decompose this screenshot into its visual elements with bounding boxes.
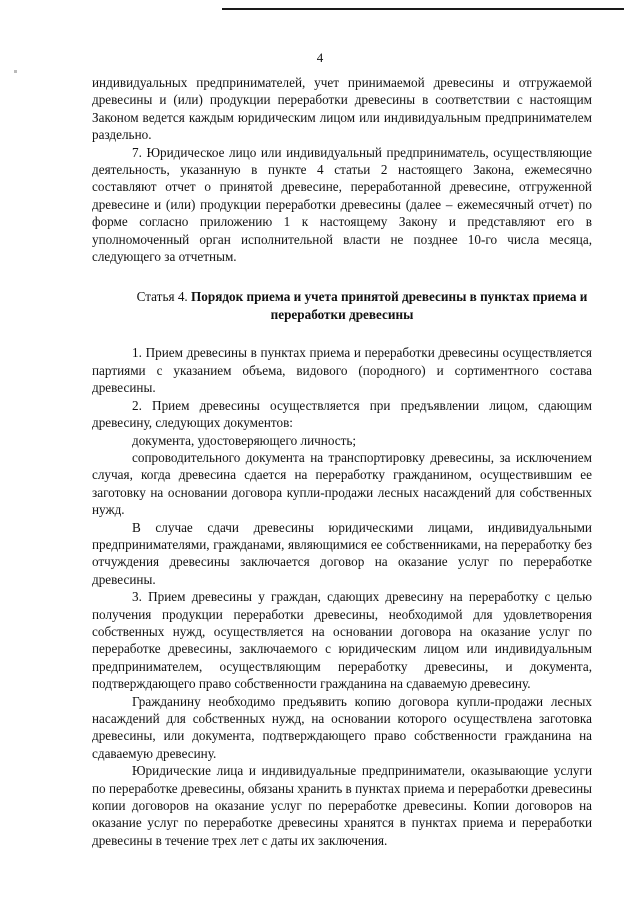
paragraph-item-2: 2. Прием древесины осуществляется при предъявлении лицом, сдающим древесину, следующих документов: <box>92 397 592 431</box>
paragraph-body: В случае сдачи древесины юридическими лицами, индивидуальными предпринимателями, гражданами, являющимися ее собственниками, на переработку без отчуждения древесины заключается договор на оказание услуг по переработке древесины. <box>92 519 592 587</box>
paragraph-list-entry: документа, удостоверяющего личность; <box>132 432 357 448</box>
paragraph-list-entry: сопроводительного документа на транспортировку древесины, за исключением случая, когда древесина сдается на переработку гражданином, осуществившим ее заготовку на основании договора купли-продажи лесных насаждений для собственных нужд. <box>92 449 592 518</box>
paragraph-continuation: индивидуальных предпринимателей, учет принимаемой древесины и отгружаемой древесины и (или) продукции переработки древесины в соответствии с настоящим Законом ведется каждым юридическим лицом или индивидуальным предпринимателем раздельно. <box>92 75 592 143</box>
scan-speck <box>14 70 17 73</box>
paragraph-item-3: 3. Прием древесины у граждан, сдающих древесину на переработку с целью получения продукции переработки древесины, необходимой для удовлетворения собственных нужд, осуществляется на основании договора на оказание услуг по переработке древесины, заключаемого с юридическим лицом или индивидуальным предпринимателем, осуществляющим переработку древесины, и документа, подтверждающего право собственности гражданина на сдаваемую древесину. <box>92 589 592 692</box>
page-number: 4 <box>316 50 324 65</box>
paragraph-item-7: 7. Юридическое лицо или индивидуальный предприниматель, осуществляющие деятельность, указанную в пункте 4 статьи 2 настоящего Закона, ежемесячно составляют отчет о принятой древесине, переработанной древесине, отгруженной древесине и (или) продукции переработки древесины (далее – ежемесячный отчет) по форме согласно приложению 1 к настоящему Закону и представляют его в уполномоченный орган исполнительной власти не позднее 10-го числа месяца, следующего за отчетным. <box>92 144 592 265</box>
paragraph-body: Юридические лица и индивидуальные предприниматели, оказывающие услуги по переработке древесины, обязаны хранить в пунктах приема и переработки древесины копии договоров на оказание услуг по переработке древесины. Копии договоров на оказание услуг по переработке древесины хранятся в пунктах приема и переработки древесины в течение трех лет с даты их заключения. <box>92 763 592 848</box>
article-heading <box>92 288 592 324</box>
paragraph-item-1: 1. Прием древесины в пунктах приема и переработки древесины осуществляется партиями с указанием объема, видового (породного) и сортиментного состава древесины. <box>92 345 592 396</box>
document-body <box>92 74 592 849</box>
article-label: Статья 4. <box>136 289 188 305</box>
paragraph-body: Гражданину необходимо предъявить копию договора купли-продажи лесных насаждений для собственных нужд, на основании которого осуществлена заготовка древесины, или документа, подтверждающего право собственности гражданина на сдаваемую древесину. <box>92 693 592 761</box>
header-rule <box>222 8 624 10</box>
article-title: Порядок приема и учета принятой древесины в пунктах приема и переработки древесины <box>191 289 588 323</box>
